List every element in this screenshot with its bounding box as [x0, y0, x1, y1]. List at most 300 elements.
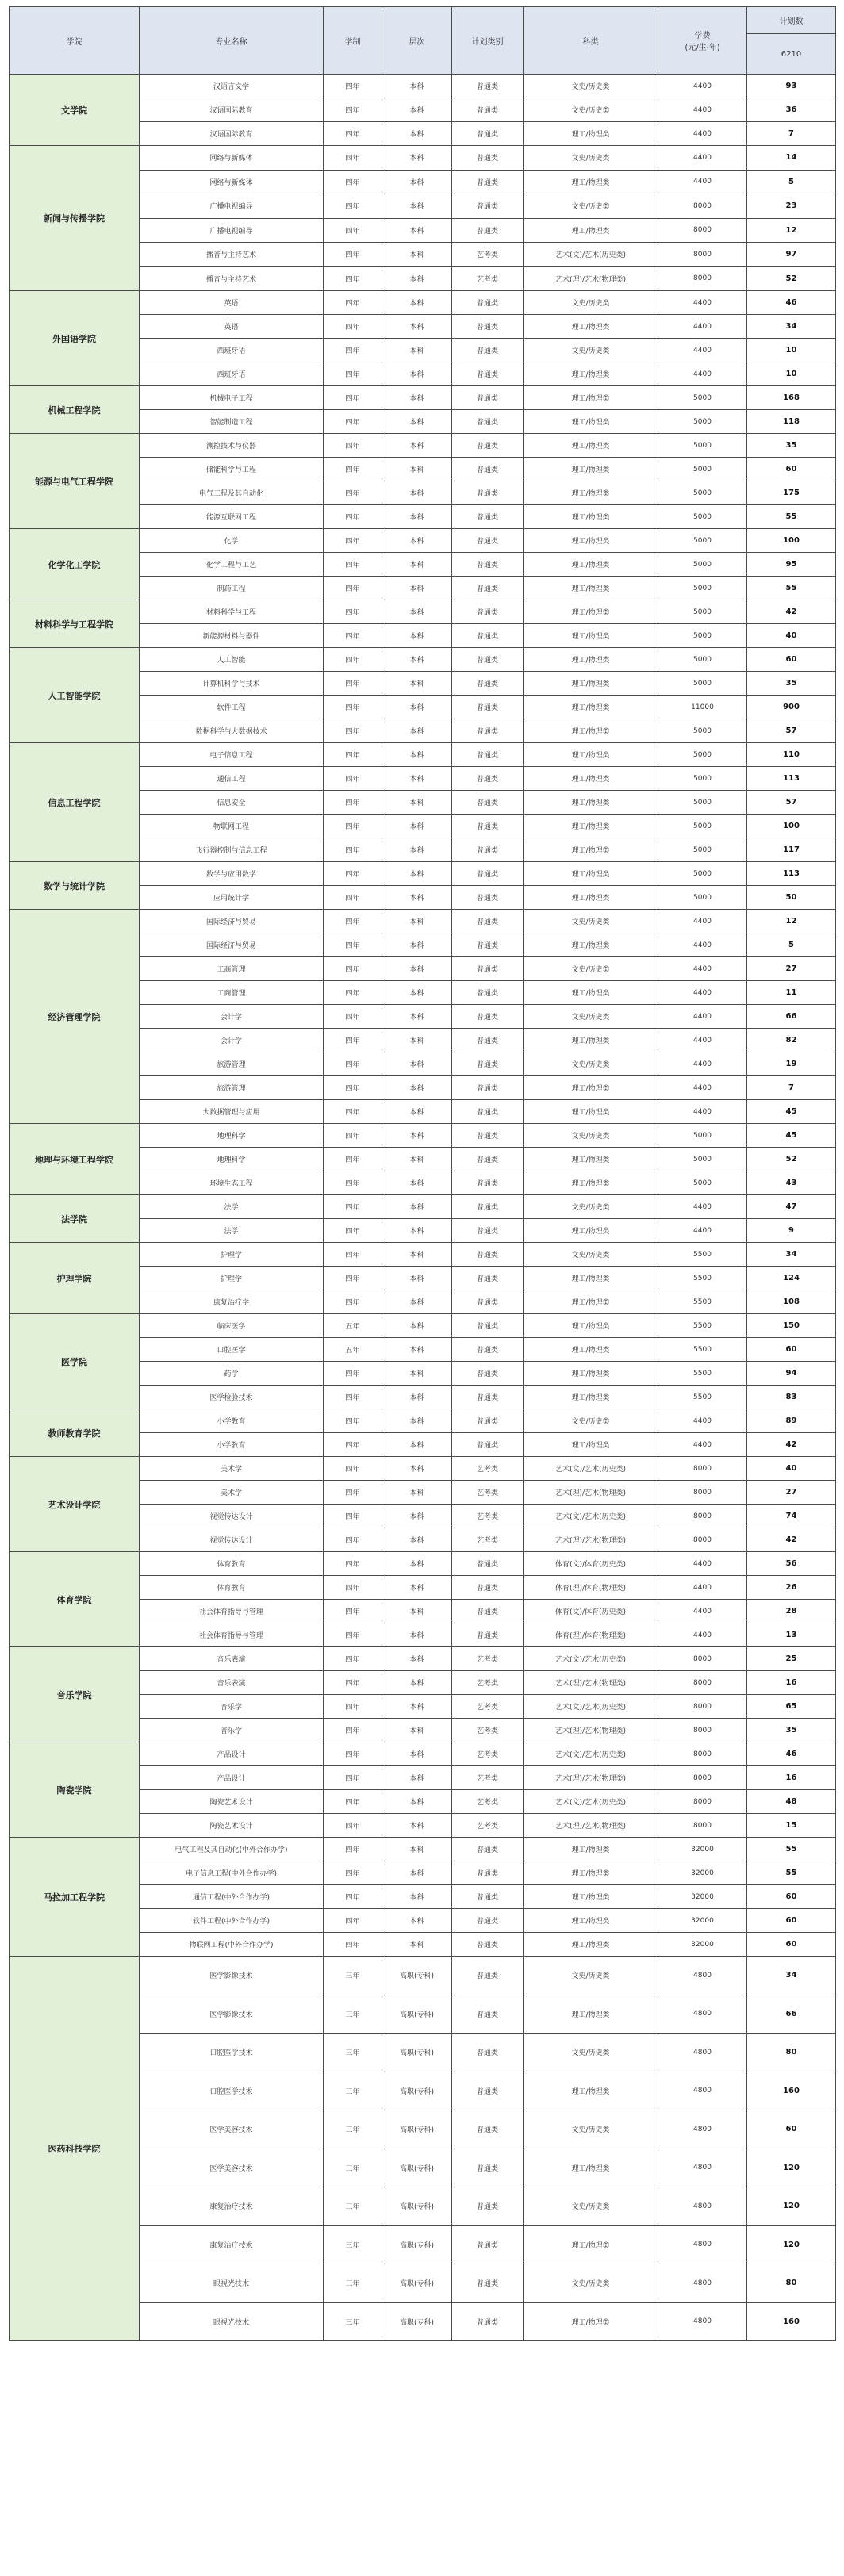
duration-cell: 四年 [324, 1719, 382, 1742]
subject-cell: 理工/物理类 [524, 434, 658, 458]
duration-cell: 四年 [324, 1552, 382, 1576]
duration-cell: 四年 [324, 1885, 382, 1909]
duration-cell: 四年 [324, 339, 382, 362]
level-cell: 本科 [382, 1267, 452, 1290]
subject-cell: 艺术(理)/艺术(物理类) [524, 1481, 658, 1505]
level-cell: 本科 [382, 1100, 452, 1124]
major-cell: 社会体育指导与管理 [140, 1600, 324, 1623]
count-cell: 120 [747, 2149, 836, 2187]
count-cell: 5 [747, 933, 836, 957]
plan-type-cell: 普通类 [452, 386, 524, 410]
table-row [10, 386, 836, 410]
plan-type-cell: 普通类 [452, 815, 524, 838]
college-name: 医学院 [10, 1314, 140, 1409]
plan-type-cell: 普通类 [452, 1267, 524, 1290]
major-cell: 音乐学 [140, 1719, 324, 1742]
major-cell: 国际经济与贸易 [140, 910, 324, 933]
table-row [10, 862, 836, 886]
subject-cell: 理工/物理类 [524, 1909, 658, 1933]
count-cell: 10 [747, 362, 836, 386]
level-cell: 本科 [382, 1124, 452, 1148]
tuition-cell: 4800 [658, 2110, 747, 2149]
table-row [10, 1957, 836, 1995]
count-cell: 120 [747, 2225, 836, 2264]
count-cell: 124 [747, 1267, 836, 1290]
major-cell: 电子信息工程(中外合作办学) [140, 1861, 324, 1885]
duration-cell: 四年 [324, 1766, 382, 1790]
college-name: 能源与电气工程学院 [10, 434, 140, 529]
duration-cell: 四年 [324, 1576, 382, 1600]
count-cell: 46 [747, 291, 836, 315]
count-cell: 5 [747, 170, 836, 194]
level-cell: 高职(专科) [382, 2187, 452, 2226]
major-cell: 网络与新媒体 [140, 146, 324, 171]
tuition-cell: 4400 [658, 1076, 747, 1100]
subject-cell: 艺术(文)/艺术(历史类) [524, 1742, 658, 1766]
count-cell: 60 [747, 1885, 836, 1909]
count-cell: 97 [747, 243, 836, 267]
level-cell: 本科 [382, 886, 452, 910]
level-cell: 本科 [382, 838, 452, 862]
tuition-cell: 8000 [658, 1457, 747, 1481]
count-cell: 16 [747, 1766, 836, 1790]
tuition-cell: 4400 [658, 1576, 747, 1600]
count-cell: 42 [747, 600, 836, 624]
level-cell: 本科 [382, 1576, 452, 1600]
major-cell: 汉语国际教育 [140, 98, 324, 122]
major-cell: 西班牙语 [140, 362, 324, 386]
count-cell: 35 [747, 1719, 836, 1742]
subject-cell: 理工/物理类 [524, 1029, 658, 1052]
subject-cell: 理工/物理类 [524, 481, 658, 505]
level-cell: 本科 [382, 1623, 452, 1647]
plan-type-cell: 艺考类 [452, 1719, 524, 1742]
plan-type-cell: 普通类 [452, 1552, 524, 1576]
tuition-cell: 4800 [658, 1957, 747, 1995]
count-cell: 55 [747, 1838, 836, 1861]
subject-cell: 艺术(理)/艺术(物理类) [524, 1814, 658, 1838]
college-name: 化学化工学院 [10, 529, 140, 600]
subject-cell: 艺术(理)/艺术(物理类) [524, 1528, 658, 1552]
subject-cell: 文史/历史类 [524, 1409, 658, 1433]
duration-cell: 四年 [324, 170, 382, 194]
count-cell: 60 [747, 648, 836, 672]
major-cell: 计算机科学与技术 [140, 672, 324, 696]
duration-cell: 三年 [324, 2264, 382, 2303]
tuition-cell: 4400 [658, 315, 747, 339]
subject-cell: 理工/物理类 [524, 1433, 658, 1457]
plan-type-cell: 普通类 [452, 2302, 524, 2341]
tuition-cell: 4800 [658, 2264, 747, 2303]
tuition-cell: 5000 [658, 1171, 747, 1195]
subject-cell: 理工/物理类 [524, 410, 658, 434]
header-tuition: 学费 (元/生·年) [658, 7, 747, 75]
plan-type-cell: 普通类 [452, 1576, 524, 1600]
level-cell: 本科 [382, 386, 452, 410]
level-cell: 本科 [382, 1552, 452, 1576]
tuition-cell: 4400 [658, 291, 747, 315]
subject-cell: 文史/历史类 [524, 146, 658, 171]
plan-type-cell: 普通类 [452, 170, 524, 194]
duration-cell: 四年 [324, 1742, 382, 1766]
subject-cell: 理工/物理类 [524, 743, 658, 767]
college-name: 新闻与传播学院 [10, 146, 140, 291]
major-cell: 工商管理 [140, 957, 324, 981]
tuition-cell: 4400 [658, 339, 747, 362]
level-cell: 本科 [382, 1076, 452, 1100]
subject-cell: 文史/历史类 [524, 2034, 658, 2072]
major-cell: 储能科学与工程 [140, 458, 324, 481]
college-name: 教师教育学院 [10, 1409, 140, 1457]
duration-cell: 四年 [324, 553, 382, 577]
duration-cell: 四年 [324, 1362, 382, 1386]
count-cell: 12 [747, 218, 836, 243]
subject-cell: 理工/物理类 [524, 577, 658, 600]
header-college: 学院 [10, 7, 140, 75]
subject-cell: 理工/物理类 [524, 529, 658, 553]
plan-type-cell: 普通类 [452, 410, 524, 434]
subject-cell: 理工/物理类 [524, 553, 658, 577]
duration-cell: 四年 [324, 743, 382, 767]
major-cell: 播音与主持艺术 [140, 266, 324, 291]
subject-cell: 文史/历史类 [524, 98, 658, 122]
plan-type-cell: 艺考类 [452, 1528, 524, 1552]
plan-type-cell: 普通类 [452, 339, 524, 362]
tuition-cell: 4400 [658, 981, 747, 1005]
tuition-cell: 4400 [658, 1600, 747, 1623]
subject-cell: 文史/历史类 [524, 194, 658, 219]
major-cell: 医学美容技术 [140, 2110, 324, 2149]
level-cell: 本科 [382, 1362, 452, 1386]
major-cell: 法学 [140, 1219, 324, 1243]
count-cell: 13 [747, 1623, 836, 1647]
major-cell: 电气工程及其自动化(中外合作办学) [140, 1838, 324, 1861]
college-name: 医药科技学院 [10, 1957, 140, 2341]
count-cell: 108 [747, 1290, 836, 1314]
plan-type-cell: 普通类 [452, 719, 524, 743]
major-cell: 会计学 [140, 1005, 324, 1029]
duration-cell: 四年 [324, 1861, 382, 1885]
table-row [10, 291, 836, 315]
level-cell: 本科 [382, 1861, 452, 1885]
table-row [10, 75, 836, 98]
subject-cell: 理工/物理类 [524, 767, 658, 791]
plan-type-cell: 普通类 [452, 767, 524, 791]
level-cell: 本科 [382, 122, 452, 146]
count-cell: 60 [747, 458, 836, 481]
subject-cell: 理工/物理类 [524, 886, 658, 910]
subject-cell: 理工/物理类 [524, 315, 658, 339]
duration-cell: 三年 [324, 2072, 382, 2110]
duration-cell: 三年 [324, 1957, 382, 1995]
tuition-cell: 5500 [658, 1386, 747, 1409]
subject-cell: 文史/历史类 [524, 2110, 658, 2149]
major-cell: 口腔医学技术 [140, 2072, 324, 2110]
tuition-cell: 4400 [658, 170, 747, 194]
plan-type-cell: 普通类 [452, 529, 524, 553]
major-cell: 广播电视编导 [140, 218, 324, 243]
count-cell: 118 [747, 410, 836, 434]
plan-type-cell: 普通类 [452, 696, 524, 719]
subject-cell: 理工/物理类 [524, 719, 658, 743]
subject-cell: 文史/历史类 [524, 1124, 658, 1148]
plan-type-cell: 普通类 [452, 481, 524, 505]
count-cell: 48 [747, 1790, 836, 1814]
count-cell: 100 [747, 529, 836, 553]
plan-type-cell: 普通类 [452, 957, 524, 981]
subject-cell: 体育(文)/体育(历史类) [524, 1552, 658, 1576]
subject-cell: 文史/历史类 [524, 1243, 658, 1267]
tuition-cell: 4800 [658, 2225, 747, 2264]
duration-cell: 四年 [324, 1243, 382, 1267]
tuition-cell: 5000 [658, 386, 747, 410]
subject-cell: 理工/物理类 [524, 838, 658, 862]
level-cell: 本科 [382, 743, 452, 767]
level-cell: 本科 [382, 1838, 452, 1861]
count-cell: 113 [747, 862, 836, 886]
plan-type-cell: 普通类 [452, 553, 524, 577]
plan-type-cell: 普通类 [452, 1052, 524, 1076]
tuition-cell: 5000 [658, 624, 747, 648]
duration-cell: 四年 [324, 1481, 382, 1505]
count-cell: 52 [747, 1148, 836, 1171]
count-cell: 66 [747, 1005, 836, 1029]
level-cell: 本科 [382, 791, 452, 815]
plan-type-cell: 普通类 [452, 1148, 524, 1171]
count-cell: 150 [747, 1314, 836, 1338]
duration-cell: 四年 [324, 672, 382, 696]
table-body [10, 75, 836, 2341]
major-cell: 广播电视编导 [140, 194, 324, 219]
plan-type-cell: 艺考类 [452, 1695, 524, 1719]
count-cell: 60 [747, 2110, 836, 2149]
college-name: 文学院 [10, 75, 140, 146]
level-cell: 本科 [382, 315, 452, 339]
subject-cell: 理工/物理类 [524, 122, 658, 146]
duration-cell: 四年 [324, 886, 382, 910]
major-cell: 物联网工程(中外合作办学) [140, 1933, 324, 1957]
plan-type-cell: 普通类 [452, 933, 524, 957]
count-cell: 168 [747, 386, 836, 410]
tuition-cell: 8000 [658, 1528, 747, 1552]
tuition-cell: 5000 [658, 553, 747, 577]
table-row [10, 1409, 836, 1433]
plan-type-cell: 普通类 [452, 1171, 524, 1195]
duration-cell: 四年 [324, 1052, 382, 1076]
duration-cell: 三年 [324, 2302, 382, 2341]
duration-cell: 四年 [324, 529, 382, 553]
subject-cell: 理工/物理类 [524, 791, 658, 815]
college-name: 体育学院 [10, 1552, 140, 1647]
tuition-cell: 5000 [658, 600, 747, 624]
plan-type-cell: 普通类 [452, 886, 524, 910]
tuition-cell: 5500 [658, 1267, 747, 1290]
tuition-cell: 8000 [658, 1742, 747, 1766]
table-row [10, 600, 836, 624]
plan-type-cell: 普通类 [452, 75, 524, 98]
table-row [10, 1314, 836, 1338]
duration-cell: 四年 [324, 1148, 382, 1171]
table-row [10, 434, 836, 458]
level-cell: 本科 [382, 1409, 452, 1433]
tuition-cell: 5500 [658, 1314, 747, 1338]
duration-cell: 四年 [324, 1029, 382, 1052]
duration-cell: 四年 [324, 1814, 382, 1838]
tuition-cell: 32000 [658, 1933, 747, 1957]
level-cell: 本科 [382, 957, 452, 981]
plan-type-cell: 艺考类 [452, 1505, 524, 1528]
subject-cell: 理工/物理类 [524, 1861, 658, 1885]
subject-cell: 艺术(文)/艺术(历史类) [524, 243, 658, 267]
tuition-cell: 4400 [658, 1433, 747, 1457]
level-cell: 高职(专科) [382, 1995, 452, 2034]
duration-cell: 四年 [324, 1695, 382, 1719]
count-cell: 35 [747, 672, 836, 696]
count-cell: 23 [747, 194, 836, 219]
tuition-cell: 5000 [658, 862, 747, 886]
count-cell: 12 [747, 910, 836, 933]
level-cell: 本科 [382, 1290, 452, 1314]
subject-cell: 理工/物理类 [524, 1148, 658, 1171]
subject-cell: 体育(理)/体育(物理类) [524, 1623, 658, 1647]
header-major: 专业名称 [140, 7, 324, 75]
duration-cell: 四年 [324, 266, 382, 291]
major-cell: 播音与主持艺术 [140, 243, 324, 267]
count-cell: 7 [747, 1076, 836, 1100]
major-cell: 信息安全 [140, 791, 324, 815]
duration-cell: 三年 [324, 2034, 382, 2072]
count-cell: 66 [747, 1995, 836, 2034]
major-cell: 口腔医学 [140, 1338, 324, 1362]
duration-cell: 四年 [324, 146, 382, 171]
tuition-cell: 4400 [658, 362, 747, 386]
plan-type-cell: 普通类 [452, 1995, 524, 2034]
count-cell: 55 [747, 505, 836, 529]
major-cell: 陶瓷艺术设计 [140, 1790, 324, 1814]
subject-cell: 理工/物理类 [524, 2149, 658, 2187]
subject-cell: 理工/物理类 [524, 386, 658, 410]
tuition-cell: 8000 [658, 218, 747, 243]
plan-type-cell: 普通类 [452, 1433, 524, 1457]
level-cell: 本科 [382, 1671, 452, 1695]
subject-cell: 艺术(理)/艺术(物理类) [524, 266, 658, 291]
major-cell: 汉语国际教育 [140, 122, 324, 146]
major-cell: 眼视光技术 [140, 2264, 324, 2303]
duration-cell: 四年 [324, 862, 382, 886]
level-cell: 高职(专科) [382, 2110, 452, 2149]
tuition-cell: 4400 [658, 1219, 747, 1243]
plan-type-cell: 普通类 [452, 1885, 524, 1909]
count-cell: 35 [747, 434, 836, 458]
subject-cell: 文史/历史类 [524, 339, 658, 362]
duration-cell: 四年 [324, 1457, 382, 1481]
major-cell: 材料科学与工程 [140, 600, 324, 624]
table-row [10, 1124, 836, 1148]
count-cell: 34 [747, 1243, 836, 1267]
subject-cell: 艺术(理)/艺术(物理类) [524, 1671, 658, 1695]
major-cell: 旅游管理 [140, 1052, 324, 1076]
enrollment-plan-table [9, 6, 836, 2341]
count-cell: 94 [747, 1362, 836, 1386]
major-cell: 口腔医学技术 [140, 2034, 324, 2072]
plan-type-cell: 普通类 [452, 2225, 524, 2264]
plan-type-cell: 艺考类 [452, 1742, 524, 1766]
level-cell: 本科 [382, 1219, 452, 1243]
duration-cell: 四年 [324, 1623, 382, 1647]
subject-cell: 理工/物理类 [524, 624, 658, 648]
count-cell: 45 [747, 1124, 836, 1148]
subject-cell: 艺术(文)/艺术(历史类) [524, 1695, 658, 1719]
subject-cell: 理工/物理类 [524, 1386, 658, 1409]
plan-type-cell: 普通类 [452, 1195, 524, 1219]
level-cell: 本科 [382, 862, 452, 886]
subject-cell: 理工/物理类 [524, 1885, 658, 1909]
tuition-cell: 4800 [658, 2187, 747, 2226]
college-name: 地理与环境工程学院 [10, 1124, 140, 1195]
count-cell: 65 [747, 1695, 836, 1719]
level-cell: 本科 [382, 1457, 452, 1481]
count-cell: 117 [747, 838, 836, 862]
count-cell: 60 [747, 1933, 836, 1957]
plan-type-cell: 普通类 [452, 1029, 524, 1052]
count-cell: 110 [747, 743, 836, 767]
major-cell: 音乐表演 [140, 1671, 324, 1695]
major-cell: 医学美容技术 [140, 2149, 324, 2187]
duration-cell: 四年 [324, 243, 382, 267]
subject-cell: 文史/历史类 [524, 910, 658, 933]
level-cell: 本科 [382, 1742, 452, 1766]
duration-cell: 四年 [324, 1647, 382, 1671]
tuition-cell: 5000 [658, 458, 747, 481]
header-count: 计划数 [747, 7, 836, 34]
major-cell: 视觉传达设计 [140, 1505, 324, 1528]
college-name: 材料科学与工程学院 [10, 600, 140, 648]
level-cell: 高职(专科) [382, 1957, 452, 1995]
major-cell: 大数据管理与应用 [140, 1100, 324, 1124]
tuition-cell: 5000 [658, 815, 747, 838]
plan-type-cell: 普通类 [452, 1314, 524, 1338]
subject-cell: 理工/物理类 [524, 362, 658, 386]
count-cell: 34 [747, 315, 836, 339]
table-row [10, 146, 836, 171]
major-cell: 软件工程 [140, 696, 324, 719]
subject-cell: 理工/物理类 [524, 648, 658, 672]
tuition-cell: 8000 [658, 1647, 747, 1671]
level-cell: 本科 [382, 1766, 452, 1790]
duration-cell: 四年 [324, 122, 382, 146]
count-cell: 34 [747, 1957, 836, 1995]
count-cell: 16 [747, 1671, 836, 1695]
major-cell: 工商管理 [140, 981, 324, 1005]
major-cell: 小学教育 [140, 1433, 324, 1457]
subject-cell: 艺术(文)/艺术(历史类) [524, 1790, 658, 1814]
duration-cell: 四年 [324, 1100, 382, 1124]
count-cell: 27 [747, 957, 836, 981]
duration-cell: 四年 [324, 1267, 382, 1290]
level-cell: 本科 [382, 146, 452, 171]
tuition-cell: 4400 [658, 75, 747, 98]
plan-type-cell: 普通类 [452, 981, 524, 1005]
plan-type-cell: 普通类 [452, 1219, 524, 1243]
plan-type-cell: 艺考类 [452, 1766, 524, 1790]
count-cell: 60 [747, 1338, 836, 1362]
level-cell: 高职(专科) [382, 2149, 452, 2187]
duration-cell: 三年 [324, 2149, 382, 2187]
major-cell: 汉语言文学 [140, 75, 324, 98]
subject-cell: 理工/物理类 [524, 1267, 658, 1290]
count-cell: 7 [747, 122, 836, 146]
level-cell: 本科 [382, 624, 452, 648]
